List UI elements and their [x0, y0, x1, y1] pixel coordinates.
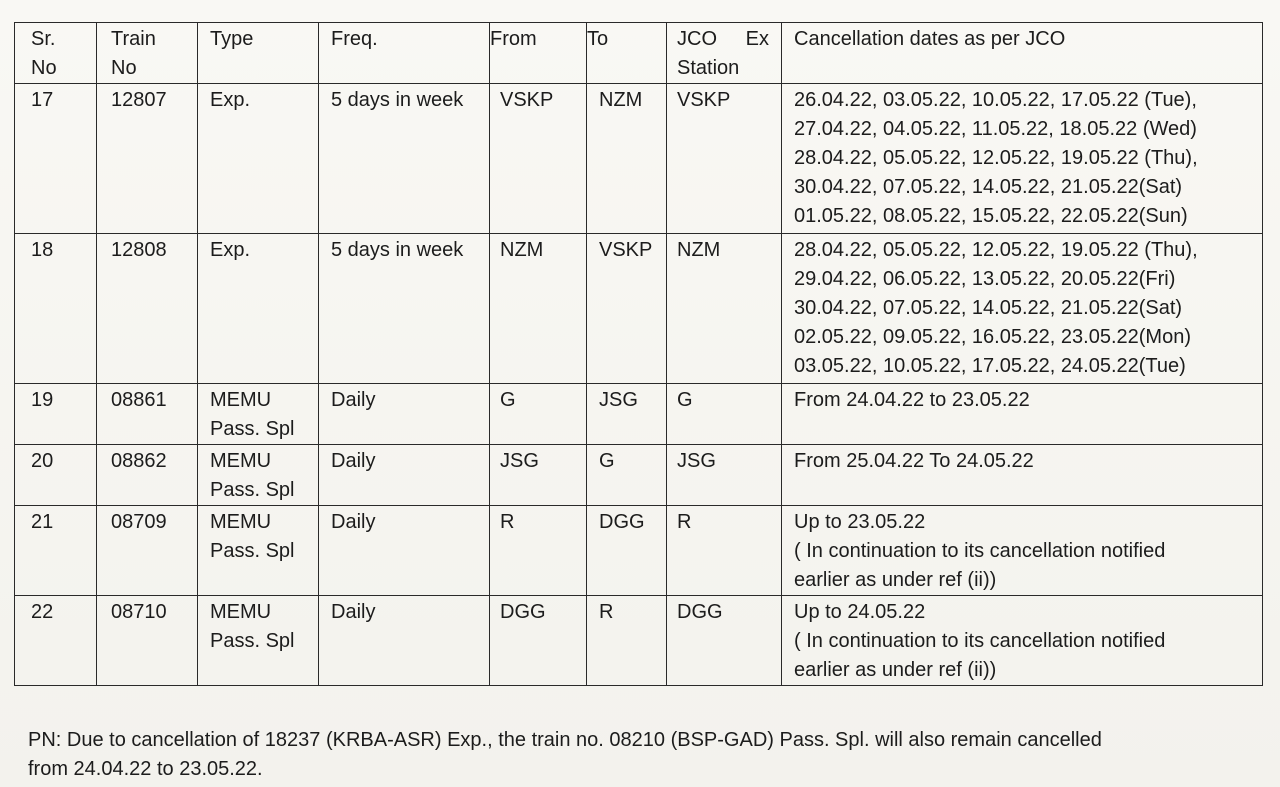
cell-type: MEMU Pass. Spl: [198, 596, 319, 686]
table-header-row: [15, 23, 1263, 84]
table-row: [15, 234, 1263, 384]
cell-train-no: 08710: [97, 596, 198, 686]
cell-to: G: [587, 445, 667, 506]
cell-sr-no: 22: [15, 596, 97, 686]
cell-to: NZM: [587, 84, 667, 234]
cell-freq: 5 days in week: [319, 84, 490, 234]
cell-from: DGG: [490, 596, 587, 686]
header-cancellation-dates: Cancellation dates as per JCO: [782, 23, 1263, 84]
table-body: [15, 84, 1263, 686]
header-to: To: [587, 23, 667, 84]
cell-sr-no: 17: [15, 84, 97, 234]
header-sr-no: Sr. No: [15, 23, 97, 84]
cell-freq: Daily: [319, 445, 490, 506]
cell-from: R: [490, 506, 587, 596]
cell-freq: Daily: [319, 596, 490, 686]
cancellation-table: [14, 22, 1263, 686]
header-jco-ex-station: JCO Ex Station: [667, 23, 782, 84]
table-row: [15, 506, 1263, 596]
cell-type: MEMU Pass. Spl: [198, 384, 319, 445]
footnote-line-1: PN: Due to cancellation of 18237 (KRBA-ASR) Exp., the train no. 08210 (BSP-GAD) Pass. Spl. will also remain cancelled: [28, 729, 1102, 751]
cell-from: G: [490, 384, 587, 445]
cell-from: VSKP: [490, 84, 587, 234]
cell-sr-no: 18: [15, 234, 97, 384]
cell-freq: Daily: [319, 506, 490, 596]
cell-freq: Daily: [319, 384, 490, 445]
footnote: [28, 726, 1258, 784]
cell-to: DGG: [587, 506, 667, 596]
cell-train-no: 12807: [97, 84, 198, 234]
cell-train-no: 12808: [97, 234, 198, 384]
cell-train-no: 08709: [97, 506, 198, 596]
footnote-line-2: from 24.04.22 to 23.05.22.: [28, 758, 263, 780]
cell-train-no: 08862: [97, 445, 198, 506]
table-row: [15, 84, 1263, 234]
table-row: [15, 596, 1263, 686]
cell-cancellation-dates: Up to 23.05.22 ( In continuation to its cancellation notified earlier as under ref (ii)): [782, 506, 1263, 596]
cell-cancellation-dates: 28.04.22, 05.05.22, 12.05.22, 19.05.22 (Thu), 29.04.22, 06.05.22, 13.05.22, 20.05.22(Fri) 30.04.22, 07.05.22, 14.05.22, 21.05.22(Sat) 02.05.22, 09.05.22, 16.05.22, 23.05.22(Mon) 03.05.22, 10.05.22, 17.05.22, 24.05.22(Tue): [782, 234, 1263, 384]
cell-type: MEMU Pass. Spl: [198, 445, 319, 506]
table-row: [15, 384, 1263, 445]
cell-jco-ex-station: DGG: [667, 596, 782, 686]
header-from: From: [490, 23, 587, 84]
cell-cancellation-dates: From 24.04.22 to 23.05.22: [782, 384, 1263, 445]
header-freq: Freq.: [319, 23, 490, 84]
cell-from: JSG: [490, 445, 587, 506]
cell-to: VSKP: [587, 234, 667, 384]
cell-type: Exp.: [198, 84, 319, 234]
cell-freq: 5 days in week: [319, 234, 490, 384]
cell-sr-no: 20: [15, 445, 97, 506]
cell-to: JSG: [587, 384, 667, 445]
cell-sr-no: 19: [15, 384, 97, 445]
cell-from: NZM: [490, 234, 587, 384]
cell-train-no: 08861: [97, 384, 198, 445]
cell-jco-ex-station: NZM: [667, 234, 782, 384]
cell-sr-no: 21: [15, 506, 97, 596]
cell-cancellation-dates: 26.04.22, 03.05.22, 10.05.22, 17.05.22 (Tue), 27.04.22, 04.05.22, 11.05.22, 18.05.22 (Wed) 28.04.22, 05.05.22, 12.05.22, 19.05.22 (Thu), 30.04.22, 07.05.22, 14.05.22, 21.05.22(Sat) 01.05.22, 08.05.22, 15.05.22, 22.05.22(Sun): [782, 84, 1263, 234]
cell-jco-ex-station: G: [667, 384, 782, 445]
cell-jco-ex-station: R: [667, 506, 782, 596]
cell-cancellation-dates: From 25.04.22 To 24.05.22: [782, 445, 1263, 506]
cell-type: MEMU Pass. Spl: [198, 506, 319, 596]
cell-jco-ex-station: VSKP: [667, 84, 782, 234]
cell-cancellation-dates: Up to 24.05.22 ( In continuation to its cancellation notified earlier as under ref (ii)): [782, 596, 1263, 686]
table-row: [15, 445, 1263, 506]
cell-jco-ex-station: JSG: [667, 445, 782, 506]
header-type: Type: [198, 23, 319, 84]
header-train-no: Train No: [97, 23, 198, 84]
cell-to: R: [587, 596, 667, 686]
cell-type: Exp.: [198, 234, 319, 384]
